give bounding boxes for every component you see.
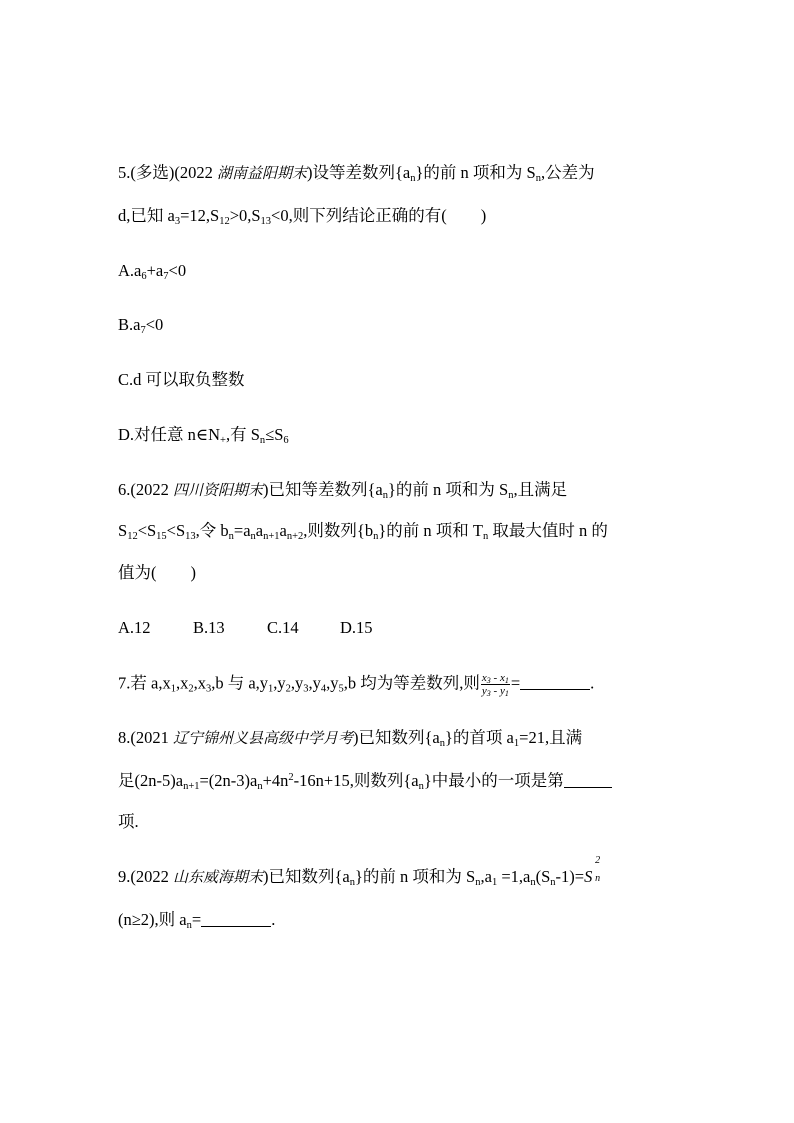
q9-source: 山东威海期末 — [173, 868, 264, 886]
q6-line2: $S_{12}<S_{15}<S_{13}$,令 $b_n=a_na_{n+1}a_{n+2}$,则数列$\{b_n\}$的前 n 项和 $T_n$ 取最大值时 n 的 — [118, 521, 608, 542]
q6-line1: 6.(2022 四川资阳期末)已知等差数列$\{a_n\}$的前 n 项和为 $S_n$,且满足 — [118, 480, 568, 501]
q6-options — [118, 617, 373, 639]
q8-line3: 项. — [118, 812, 139, 831]
q7-answer-blank[interactable] — [520, 674, 590, 690]
q6-option-c[interactable]: C.14 — [267, 618, 299, 637]
q8-line1: 8.(2021 辽宁锦州义县高级中学月考)已知数列$\{a_n\}$的首项 $a_1=21$,且满 — [118, 728, 583, 749]
q6-option-a[interactable]: A.12 — [118, 618, 151, 637]
q8-line2: 足$(2n-5)a_{n+1}=(2n-3)a_n+4n^2-16n+15$,则数列$\{a_n\}$中最小的一项是第 — [118, 770, 612, 792]
q9-answer-blank[interactable] — [201, 911, 271, 927]
q7-line1: 7.若 $a,x_1,x_2,x_3,b$ 与 $a,y_1,y_2,y_3,y_4,y_5,b$ 均为等差数列,则 $\frac{x_3 - x_1}{y_3 - y_1}$ = . — [118, 672, 595, 698]
q9-line2: (n≥2),则 $a_n=$ . — [118, 910, 276, 931]
q8-answer-blank[interactable] — [564, 772, 612, 788]
q7-fraction: $\frac{x_3 - x_1}{y_3 - y_1}$ — [481, 672, 509, 698]
q6-line3: 值为( ) — [118, 563, 196, 582]
q5-option-c[interactable]: C.d 可以取负整数 — [118, 370, 245, 389]
q9-line1: 9.(2022 山东威海期末)已知数列$\{a_n\}$的前 n 项和为 $S_n,a_1 =1,a_n(S_n-1)=S$ 2 n — [118, 855, 601, 888]
q5-line1: 5.(多选)(2022 湖南益阳期末)设等差数列$\{a_n\}$的前 n 项和为 $S_n$,公差为 — [118, 163, 595, 184]
q5-option-a[interactable]: $A.a_6+a_7<0$ — [118, 261, 187, 282]
q6-source: 四川资阳期末 — [173, 481, 264, 499]
q8-source: 辽宁锦州义县高级中学月考 — [173, 729, 354, 747]
q5-line2: d,已知 $a_3=12,S_{12}>0,S_{13}<0$,则下列结论正确的有( ) — [118, 206, 487, 227]
s-n-squared: S 2 n — [584, 855, 601, 886]
q5-option-d[interactable]: D.对任意 $n\in N_+$,有 $S_n\le S_6$ — [118, 425, 289, 446]
q5-source: 湖南益阳期末 — [217, 164, 308, 182]
q6-option-b[interactable]: B.13 — [193, 618, 225, 637]
q6-option-d[interactable]: D.15 — [340, 618, 373, 637]
q5-option-b[interactable]: $B.a_7<0$ — [118, 315, 164, 336]
